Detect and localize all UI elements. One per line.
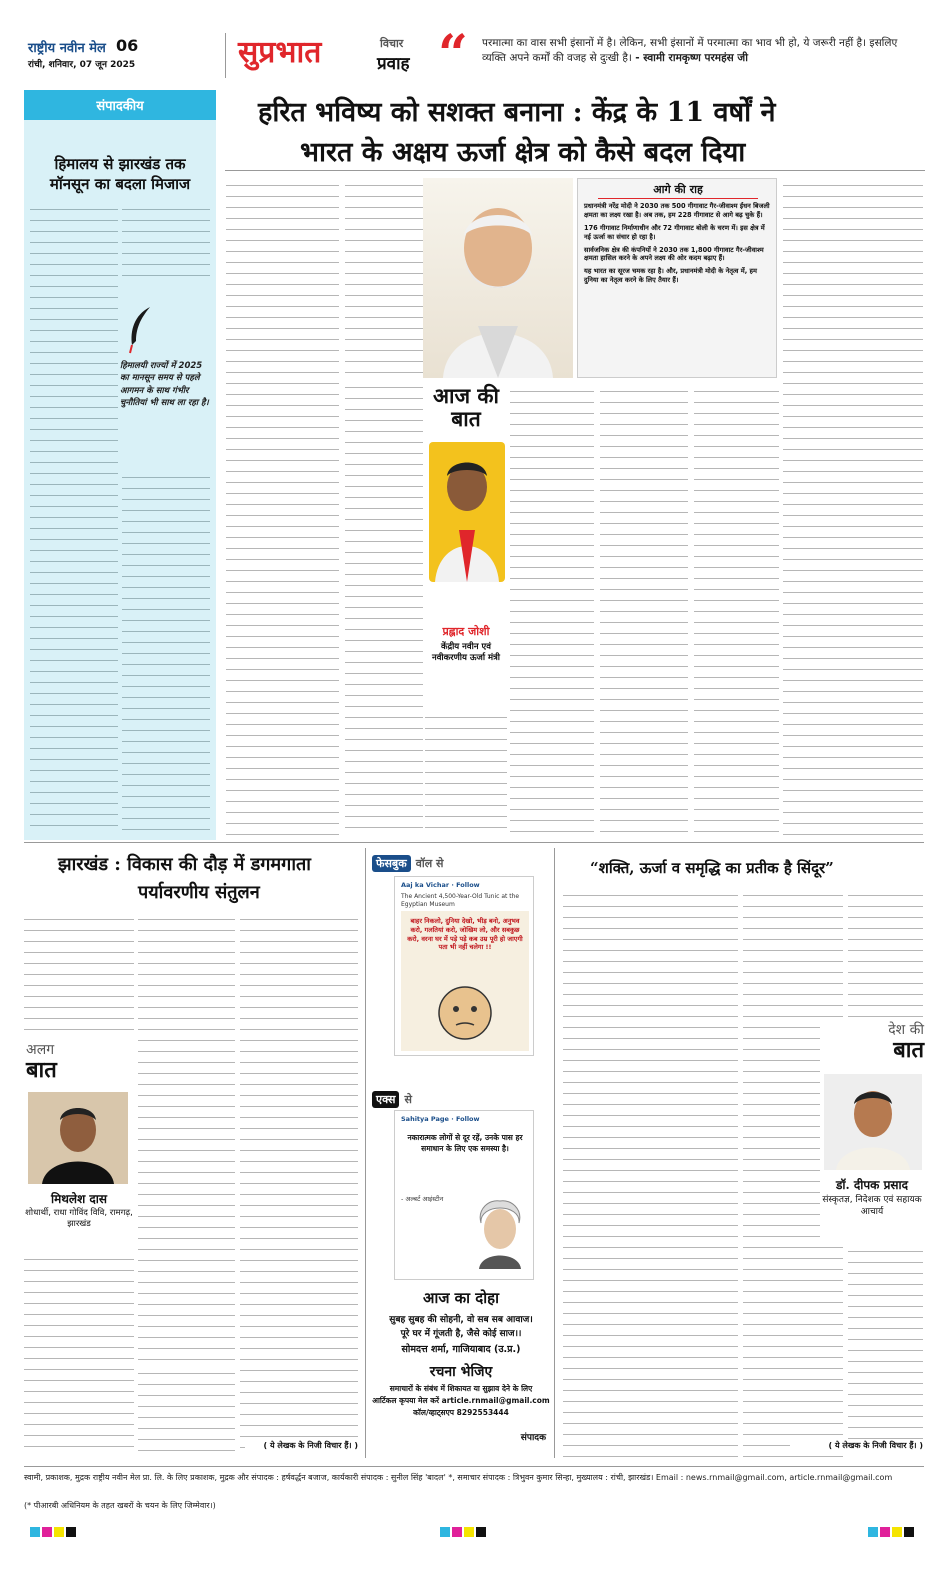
print-colorbar-right bbox=[868, 1522, 916, 1541]
dateline: रांची, शनिवार, 07 जून 2025 bbox=[28, 60, 136, 70]
doha-title: आज का दोहा bbox=[422, 1289, 499, 1307]
x-quote: नकारात्मक लोगों से दूर रहें, उनके पास हर समाधान के लिए एक समस्या है। bbox=[407, 1133, 523, 1153]
lead-headline-line2: भारत के अक्षय ऊर्जा क्षेत्र को कैसे बदल दिया bbox=[300, 137, 746, 168]
desh-ki-bat-box bbox=[820, 1020, 924, 1240]
social-column bbox=[365, 848, 555, 1458]
quote-author: - स्वामी रामकृष्ण परमहंस जी bbox=[635, 51, 748, 64]
alag-bat-box bbox=[24, 1040, 134, 1250]
facebook-badge: फेसबुक bbox=[372, 855, 411, 872]
jharkhand-body-col-1 bbox=[24, 912, 134, 1032]
roadmap-point: 176 गीगावाट निर्माणाधीन और 72 गीगावाट बोली के चरण में। इस क्षेत्र में नई ऊर्जा का संचार हो रहा है। bbox=[584, 223, 765, 241]
aaj-ki-bat-label bbox=[425, 384, 507, 430]
editorial-pullquote: हिमालयी राज्यों में 2025 का मानसून समय से पहले आगमन के साथ गंभीर चुनौतियां भी साथ ला रहा है। bbox=[120, 361, 209, 408]
portrait-illustration bbox=[423, 178, 573, 378]
lead-body-col-right bbox=[783, 178, 923, 836]
roadmap-point: प्रधानमंत्री नरेंद्र मोदी ने 2030 तक 500 गीगावाट गैर-जीवाश्म ईंधन बिजली क्षमता का लक्ष्य रखा है। अब तक, हम 228 गीगावाट से आगे बढ़ चुके हैं। bbox=[584, 202, 770, 219]
editor-sign: संपादक bbox=[520, 1433, 546, 1443]
author-photo bbox=[429, 442, 505, 582]
footer-imprint: स्वामी, प्रकाशक, मुद्रक राष्ट्रीय नवीन मेल प्रा. लि. के लिए प्रकाशक, मुद्रक और संपादक : हर्षवर्द्धन बजाज, कार्यकारी संपादक : सुनील सिंह 'बादल' *, समाचार संपादक : त्रिभुवन कुमार सिन्हा, मुख्यालय : रांची, झारखंड। Email : news.rnmail@gmail.com, article.rnmail@gmail.com bbox=[24, 1473, 893, 1482]
section-label-vichar: विचार bbox=[380, 37, 404, 50]
alag-bat-label: बात bbox=[26, 1057, 57, 1083]
invite-phone: कॉल/व्हाट्सएप 8292553444 bbox=[413, 1408, 509, 1417]
invite-title: रचना भेजिए bbox=[429, 1364, 493, 1380]
roadmap-point: सार्वजनिक क्षेत्र की कंपनियों ने 2030 तक 1,800 गीगावाट गैर-जीवाश्म क्षमता हासिल करने के अपने लक्ष्य की ओर कदम बढ़ाए हैं। bbox=[584, 245, 764, 263]
lead-photo bbox=[423, 178, 573, 378]
roadmap-title-rule bbox=[598, 198, 758, 199]
invite-text: समाचारों के संबंध में शिकायत या सुझाव देने के लिए bbox=[389, 1384, 533, 1393]
masthead-quote bbox=[482, 36, 922, 65]
jharkhand-body-col-1b bbox=[24, 1252, 134, 1457]
jharkhand-headline-line2: पर्यावरणीय संतुलन bbox=[138, 882, 260, 903]
x-quote-attribution: - अल्बर्ट आइंस्टीन bbox=[401, 1195, 444, 1203]
author-name: प्रह्लाद जोशी bbox=[442, 625, 490, 638]
editorial-headline: हिमालय से झारखंड तक मॉनसून का बदला मिजाज bbox=[49, 155, 191, 194]
alag-author-desc: शोधार्थी, राधा गोविंद विवि, रामगढ़, झारखंड bbox=[25, 1208, 133, 1230]
editorial-body-right-2 bbox=[122, 470, 210, 832]
masthead bbox=[20, 24, 925, 85]
fb-post-title: Aaj ka Vichar · Follow bbox=[401, 881, 480, 889]
facebook-label-suffix: वॉल से bbox=[415, 857, 444, 870]
masthead-divider bbox=[225, 33, 226, 78]
paper-name: राष्ट्रीय नवीन मेल bbox=[28, 41, 106, 56]
quill-icon bbox=[124, 305, 154, 355]
facebook-post-card bbox=[394, 876, 534, 1056]
jharkhand-disclaimer: ( ये लेखक के निजी विचार हैं। ) bbox=[245, 1440, 358, 1451]
editorial-section-banner bbox=[24, 90, 216, 120]
fb-post-image bbox=[401, 911, 529, 1051]
desh-bat-label: बात bbox=[893, 1037, 924, 1063]
editorial-section-label: संपादकीय bbox=[96, 99, 144, 114]
page-number: 06 bbox=[116, 36, 139, 55]
sindoor-body-col-3 bbox=[848, 888, 923, 1018]
editorial-body-right bbox=[122, 202, 210, 282]
editorial-column bbox=[24, 90, 216, 840]
footer-rule bbox=[24, 1466, 924, 1467]
lead-body-col-1 bbox=[226, 178, 339, 836]
sindoor-disclaimer: ( ये लेखक के निजी विचार हैं। ) bbox=[790, 1440, 923, 1451]
lead-body-col-2 bbox=[345, 178, 423, 378]
lead-body-col-2c bbox=[425, 710, 507, 836]
jharkhand-body-col-3 bbox=[240, 912, 358, 1457]
facebook-label bbox=[372, 852, 443, 872]
print-colorbar-center bbox=[440, 1522, 488, 1541]
alag-author-name: मिथलेश दास bbox=[50, 1192, 108, 1206]
footer-note: (* पीआरबी अधिनियम के तहत खबरों के चयन के लिए जिम्मेवार।) bbox=[24, 1501, 216, 1510]
desh-label: देश की bbox=[888, 1022, 924, 1038]
desh-author-desc: संस्कृतज्ञ, निदेशक एवं सहायक आचार्य bbox=[822, 1195, 922, 1218]
x-illustration-icon bbox=[475, 1199, 525, 1269]
alag-author-photo bbox=[28, 1092, 128, 1184]
desh-author-photo bbox=[824, 1074, 922, 1170]
sindoor-headline: “शक्ति, ऊर्जा व समृद्धि का प्रतीक है सिंदूर” bbox=[590, 859, 834, 877]
lead-headline-rule bbox=[225, 170, 925, 171]
x-post-title: Sahitya Page · Follow bbox=[401, 1115, 480, 1123]
x-badge: एक्स bbox=[372, 1091, 399, 1108]
jharkhand-body-col-2 bbox=[138, 912, 235, 1362]
section-divider bbox=[24, 842, 924, 843]
fb-quote: बाहर निकलो, दुनिया देखो, भीड़ बनो, अनुभव करो, गलतियां करो, जोखिम लो, और सबकुछ करो, वरना घर में पड़े पड़े कब उम्र पूरी हो जाएगी पता भी नहीं चलेगा !! bbox=[407, 917, 523, 952]
x-label bbox=[372, 1088, 412, 1108]
aaj-ki-bat-box bbox=[425, 384, 507, 704]
editorial-body-left bbox=[30, 202, 118, 832]
doha-line2: पूरे घर में गूंजती है, जैसे कोई साज।। bbox=[400, 1329, 522, 1339]
roadmap-title: आगे की राह bbox=[653, 183, 703, 196]
lead-body-col-4 bbox=[600, 384, 688, 836]
x-post-card bbox=[394, 1110, 534, 1280]
alag-label: अलग bbox=[26, 1042, 55, 1058]
doha-line1: सुबह सुबह की सोहनी, वो सब सब आवाज। bbox=[389, 1315, 533, 1325]
invite-email[interactable]: आर्टिकल कृपया मेल करें article.rnmail@gmail.com bbox=[372, 1396, 550, 1405]
section-label-pravah: प्रवाह bbox=[377, 54, 410, 74]
roadmap-box bbox=[577, 178, 777, 378]
sindoor-body-col-3b bbox=[848, 1244, 923, 1458]
fb-post-line: The Ancient 4,500-Year-Old Tunic at the Egyptian Museum bbox=[401, 893, 520, 909]
aaj-ki-bat-text: आज की बात bbox=[433, 383, 499, 432]
lead-body-col-3 bbox=[510, 384, 594, 836]
fb-illustration-icon bbox=[430, 983, 500, 1043]
doha-box bbox=[366, 1288, 556, 1458]
quote-text: परमात्मा का वास सभी इंसानों में है। लेकिन, सभी इंसानों में परमात्मा का भाव भी हो, ये जरूरी नहीं है। इसलिए व्यक्ति अपने कर्मों की वजह से दुःखी है। bbox=[482, 37, 898, 64]
jharkhand-headline-line1: झारखंड : विकास की दौड़ में डगमगाता bbox=[58, 854, 311, 875]
roadmap-list bbox=[584, 202, 772, 285]
roadmap-point: यह भारत का सूरज चमक रहा है। और, प्रधानमंत्री मोदी के नेतृत्व में, हम दुनिया का नेतृत्व करने के लिए तैयार हैं। bbox=[584, 267, 757, 285]
author-role: केंद्रीय नवीन एवं नवीकरणीय ऊर्जा मंत्री bbox=[431, 642, 500, 664]
lead-headline-line1: हरित भविष्य को सशक्त बनाना : केंद्र के 11 वर्षों ने bbox=[258, 97, 776, 128]
suprabhat-logo: सुप्रभात bbox=[238, 35, 322, 70]
sindoor-body-col-1 bbox=[563, 888, 738, 1458]
lead-body-col-5 bbox=[694, 384, 779, 836]
x-label-suffix: से bbox=[404, 1093, 412, 1106]
jharkhand-body-col-2b bbox=[138, 1366, 235, 1457]
quote-mark-icon: “ bbox=[438, 24, 468, 85]
lead-body-col-2b bbox=[345, 380, 423, 836]
print-colorbar-left bbox=[30, 1522, 78, 1541]
desh-author-name: डॉ. दीपक प्रसाद bbox=[836, 1178, 908, 1192]
doha-author: सोमदत्त शर्मा, गाजियाबाद (उ.प्र.) bbox=[401, 1344, 521, 1355]
